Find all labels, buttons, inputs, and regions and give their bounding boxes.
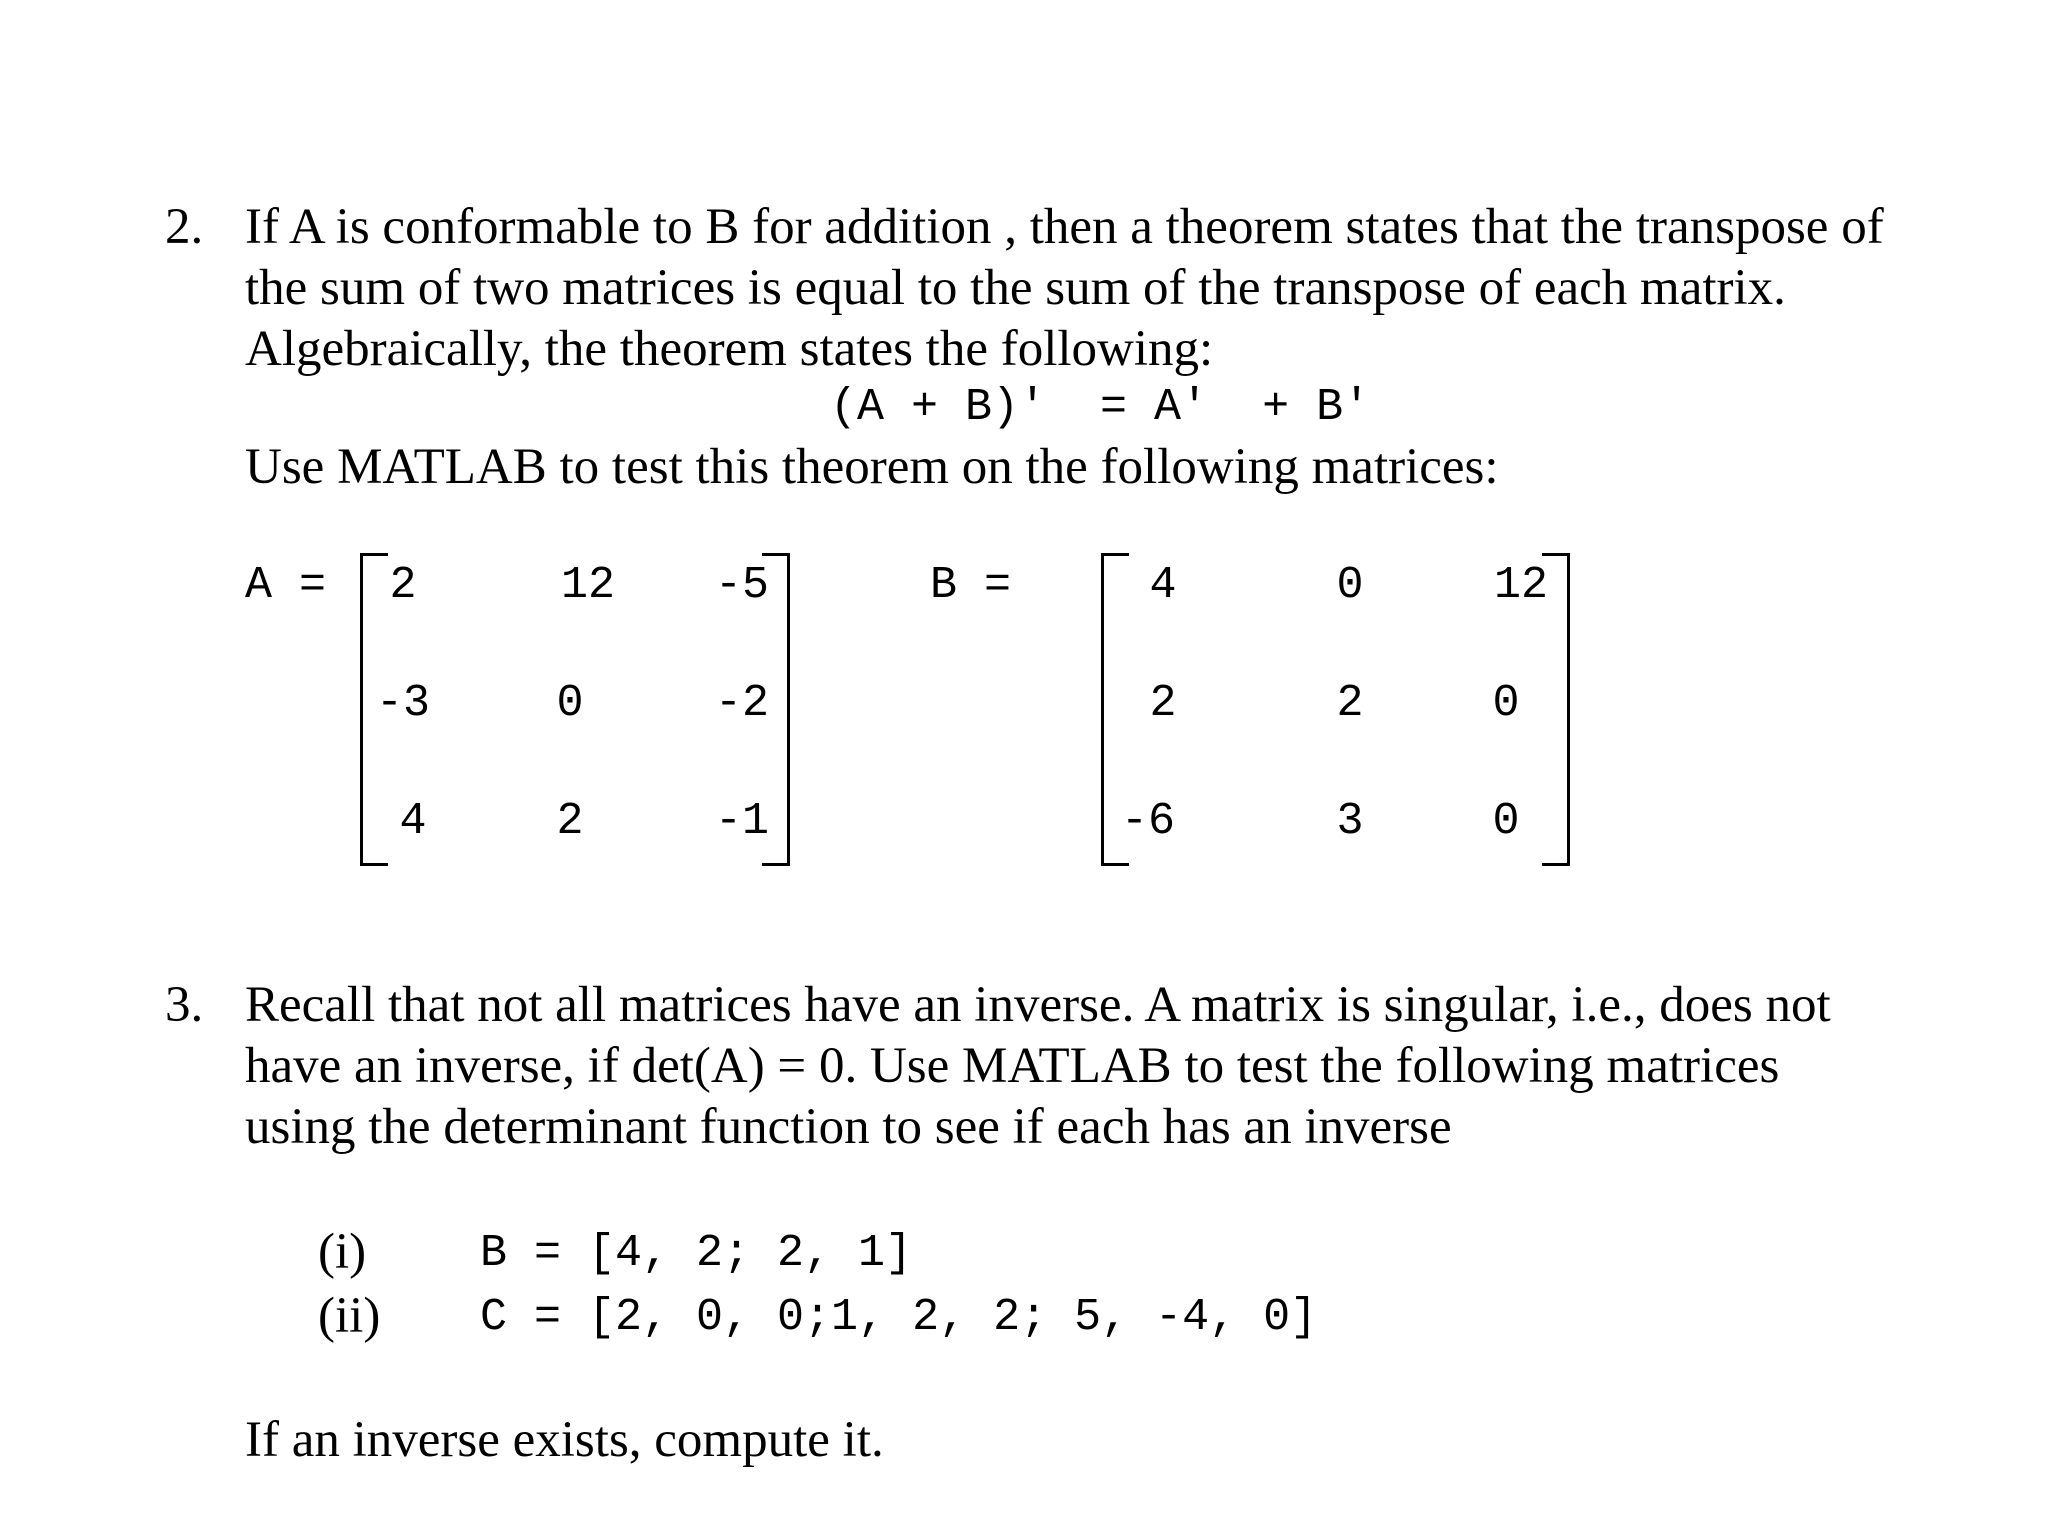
matrix-b-cell: 12	[1493, 560, 1549, 611]
problem-3-line-3: using the determinant function to see if each has an inverse	[245, 1099, 1452, 1155]
matrix-b-cell: 2	[1336, 678, 1364, 729]
item-ii-label: (ii)	[318, 1288, 381, 1344]
matrix-a-cell: -2	[714, 678, 770, 729]
matrix-b-cell: 2	[1149, 678, 1177, 729]
theorem-equation: (A + B)′ = A′ + B′	[830, 382, 1371, 433]
problem-2-instruction: Use MATLAB to test this theorem on the following matrices:	[245, 439, 1499, 495]
problem-2-line-2: the sum of two matrices is equal to the sum of the transpose of each matrix.	[245, 260, 1786, 316]
problem-2-line-1: If A is conformable to B for addition , then a theorem states that the transpose of	[245, 199, 1884, 255]
matrix-a-cell: -1	[714, 796, 770, 847]
problem-2-line-3: Algebraically, the theorem states the following:	[245, 321, 1214, 377]
problem-3-line-1: Recall that not all matrices have an inverse. A matrix is singular, i.e., does not	[245, 977, 1831, 1033]
problem-3-number: 3.	[165, 977, 204, 1033]
matrix-b-cell: 0	[1492, 796, 1520, 847]
matrix-a-cell: 2	[556, 796, 584, 847]
matrix-b-cell: -6	[1120, 796, 1176, 847]
matrix-a-label: A =	[245, 560, 327, 611]
matrix-a-cell: -5	[714, 560, 770, 611]
matrix-b-cell: 4	[1149, 560, 1177, 611]
matrix-b-label: B =	[930, 560, 1012, 611]
matrix-b-cell: 0	[1492, 678, 1520, 729]
problem-2-number: 2.	[165, 199, 204, 255]
item-i-label: (i)	[318, 1224, 367, 1280]
item-i-expression: B = [4, 2; 2, 1]	[480, 1228, 913, 1279]
matrix-a-cell: 2	[389, 560, 417, 611]
item-ii-expression: C = [2, 0, 0;1, 2, 2; 5, -4, 0]	[480, 1292, 1318, 1343]
problem-3-closing: If an inverse exists, compute it.	[245, 1412, 884, 1468]
matrix-a-cell: 12	[560, 560, 616, 611]
matrix-a-cell: -3	[375, 678, 431, 729]
matrix-b-cell: 0	[1336, 560, 1364, 611]
matrix-a-cell: 4	[399, 796, 427, 847]
matrix-b-cell: 3	[1336, 796, 1364, 847]
matrix-a-cell: 0	[556, 678, 584, 729]
problem-3-line-2: have an inverse, if det(A) = 0. Use MATLAB to test the following matrices	[245, 1038, 1780, 1094]
